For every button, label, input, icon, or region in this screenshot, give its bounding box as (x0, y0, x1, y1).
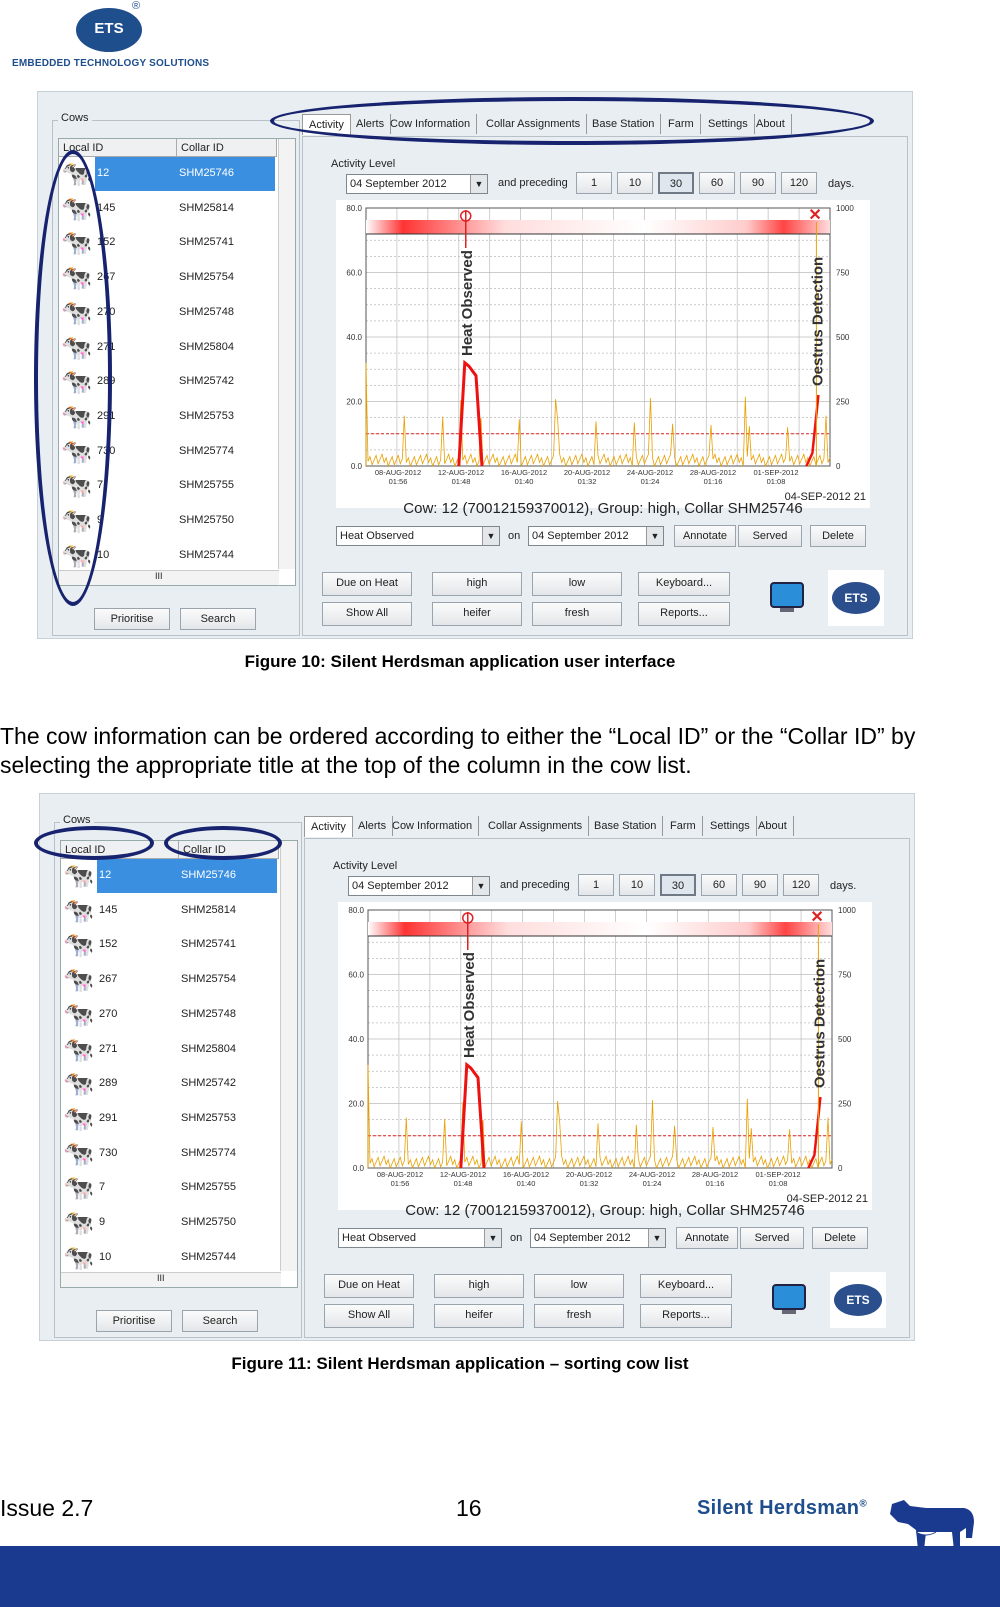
cow-list-row[interactable] (61, 1067, 277, 1101)
y-tick-left: 80.0 (348, 906, 364, 915)
col-header-local-id[interactable]: Local ID (59, 139, 177, 157)
cow-list-row[interactable] (61, 928, 277, 962)
cow-list-row[interactable] (61, 894, 277, 928)
cow-collar-id: SHM25741 (179, 236, 235, 249)
cow-collar-id: SHM25744 (179, 548, 235, 561)
monitor-stand (780, 608, 794, 612)
filter-due-on-heat-button[interactable]: Due on Heat (322, 572, 412, 596)
cow-local-id: 152 (99, 938, 118, 951)
app-screenshot-figure-11 (39, 793, 915, 1341)
x-tick-time: 01:32 (577, 477, 597, 486)
cow-local-id: 152 (97, 236, 116, 249)
days-60-button[interactable]: 60 (699, 172, 735, 194)
days-label: days. (828, 178, 855, 190)
ets-logo (8, 0, 210, 72)
filter-low-button[interactable]: low (534, 1274, 624, 1298)
x-tick-time: 01:24 (642, 1179, 662, 1188)
heat-observed-label: Heat Observed (458, 250, 476, 356)
cow-status-icon: 🐄 (61, 160, 93, 188)
heat-band (368, 922, 832, 936)
filter-fresh-button[interactable]: fresh (532, 602, 622, 626)
x-tick-date: 16-AUG-2012 (502, 1170, 550, 1179)
filter-high-button[interactable]: high (432, 572, 522, 596)
cow-status-icon: 🐄 (61, 298, 93, 327)
vertical-scrollbar[interactable] (280, 841, 297, 1271)
monitor-screen (771, 583, 803, 607)
cow-collar-id: SHM25754 (179, 271, 235, 284)
on-label: on (510, 1232, 523, 1244)
cow-collar-id: SHM25774 (181, 1146, 237, 1159)
cow-collar-id: SHM25741 (181, 938, 237, 951)
x-tick-date: 28-AUG-2012 (691, 1170, 739, 1179)
prioritise-button[interactable]: Prioritise (94, 608, 170, 630)
ets-logo-text: ETS (94, 20, 124, 37)
cow-list-row[interactable] (61, 1206, 277, 1240)
cow-collar-id: SHM25755 (179, 479, 235, 492)
cow-list-row[interactable] (61, 1241, 277, 1275)
cow-status-icon: 🐄 (63, 966, 95, 995)
days-30-button[interactable]: 30 (660, 874, 696, 896)
cow-list-row[interactable] (61, 963, 277, 997)
cow-collar-id: SHM25814 (179, 201, 235, 214)
filter-fresh-button[interactable]: fresh (534, 1304, 624, 1328)
oestrus-detection-label: Oestrus Detection (809, 256, 827, 386)
chevron-down-icon: ▼ (484, 1229, 501, 1247)
oestrus-detection-label: Oestrus Detection (811, 958, 829, 1088)
days-90-button[interactable]: 90 (742, 874, 778, 896)
event-date-select[interactable] (530, 1228, 666, 1248)
annotate-button[interactable]: Annotate (676, 1227, 738, 1249)
search-button[interactable]: Search (182, 1310, 258, 1332)
y-tick-left: 0.0 (350, 462, 362, 471)
event-date-value: 04 September 2012 (532, 530, 629, 542)
x-tick-date: 12-AUG-2012 (439, 1170, 487, 1179)
filter-high-button[interactable]: high (434, 1274, 524, 1298)
cow-collar-id: SHM25750 (179, 514, 235, 526)
chart-cow-title: Cow: 12 (70012159370012), Group: high, Collar SHM25746 (405, 1202, 805, 1219)
chevron-down-icon: ▼ (472, 877, 489, 895)
heat-observed-label: Heat Observed (460, 952, 478, 1058)
cow-list (60, 840, 298, 1288)
brand-reg-mark: ® (859, 1498, 867, 1510)
scrollbar-grip: III (155, 571, 163, 581)
tab-activity[interactable]: Activity (304, 816, 353, 837)
filter-show-all-button[interactable]: Show All (322, 602, 412, 626)
days-90-button[interactable]: 90 (740, 172, 776, 194)
and-preceding-label: and preceding (498, 177, 568, 189)
y-tick-right: 250 (838, 1099, 852, 1109)
cow-list-row[interactable] (61, 1102, 277, 1136)
chevron-down-icon: ▼ (470, 175, 487, 193)
x-tick-time: 01:16 (703, 477, 723, 486)
y-tick-right: 0 (836, 462, 841, 471)
y-tick-right: 750 (838, 970, 852, 980)
cow-collar-id: SHM25744 (181, 1250, 237, 1263)
cow-list-row[interactable] (61, 998, 277, 1032)
ets-small-logo-oval: ETS (832, 582, 880, 614)
cow-local-id: 270 (99, 1007, 118, 1020)
cow-status-icon: 🐄 (61, 541, 93, 570)
filter-show-all-button[interactable]: Show All (324, 1304, 414, 1328)
x-tick-time: 01:16 (705, 1179, 725, 1188)
cow-local-id: 9 (99, 1216, 106, 1228)
cow-local-id: 145 (97, 201, 116, 214)
days-1-button[interactable]: 1 (576, 172, 612, 194)
cow-local-id: 10 (99, 1250, 112, 1263)
tab-about[interactable]: About (750, 114, 792, 134)
ets-logo-subtitle: EMBEDDED TECHNOLOGY SOLUTIONS (12, 58, 210, 69)
tab-collar-assignments[interactable]: Collar Assignments (482, 816, 589, 836)
cow-list-row[interactable] (61, 859, 277, 893)
cow-icons-highlight-oval (34, 150, 112, 606)
oestrus-marker-icon: ✕ (810, 909, 824, 926)
chart-end-label: 04-SEP-2012 21 (786, 1193, 868, 1205)
cow-local-id: 145 (99, 903, 118, 916)
cow-local-id: 10 (97, 548, 110, 561)
cow-collar-id: SHM25804 (179, 340, 235, 353)
cow-status-icon: 🐄 (63, 1000, 95, 1029)
tab-collar-assignments[interactable]: Collar Assignments (480, 114, 587, 134)
cow-collar-id: SHM25755 (181, 1181, 237, 1194)
app-screenshot-figure-10 (37, 91, 913, 639)
cow-local-id: 271 (99, 1042, 118, 1055)
brand-name: Silent Herdsman (697, 1497, 860, 1519)
oestrus-marker-icon: ✕ (808, 207, 822, 224)
tab-cow-information[interactable]: Cow Information (386, 816, 479, 836)
days-10-button[interactable]: 10 (619, 874, 655, 896)
x-tick-date: 24-AUG-2012 (626, 468, 674, 477)
y-tick-right: 750 (836, 268, 850, 278)
x-tick-time: 01:48 (453, 1179, 473, 1188)
cow-status-icon: 🐄 (61, 402, 93, 431)
cow-local-id: 271 (97, 340, 116, 353)
ets-logo-oval (76, 8, 142, 52)
cow-status-icon: 🐄 (63, 1139, 95, 1168)
chevron-down-icon: ▼ (646, 527, 663, 545)
tab-settings[interactable]: Settings (704, 816, 757, 836)
x-tick-time: 01:24 (640, 477, 660, 486)
filter-reports-button[interactable]: Reports... (640, 1304, 732, 1328)
cow-local-id: 7 (97, 479, 104, 492)
registered-mark: ® (132, 0, 141, 12)
cow-status-icon: 🐄 (63, 1243, 95, 1272)
cow-status-icon: 🐄 (63, 931, 95, 960)
filter-reports-button[interactable]: Reports... (638, 602, 730, 626)
ets-small-logo (830, 1272, 886, 1328)
event-date-select[interactable] (528, 526, 664, 546)
cow-status-icon: 🐄 (61, 368, 93, 397)
monitor-screen (773, 1285, 805, 1309)
days-30-button[interactable]: 30 (658, 172, 694, 194)
event-date-value: 04 September 2012 (534, 1232, 631, 1244)
cow-collar-id: SHM25748 (181, 1007, 237, 1020)
y-tick-left: 60.0 (348, 970, 364, 980)
cow-collar-id: SHM25754 (181, 973, 237, 986)
figure-10-caption: Figure 10: Silent Herdsman application user interface (244, 652, 676, 671)
cow-collar-id: SHM25750 (181, 1216, 237, 1228)
days-120-button[interactable]: 120 (783, 874, 819, 896)
cow-local-id: 289 (97, 375, 116, 388)
activity-chart (338, 902, 872, 1210)
chart-cow-title: Cow: 12 (70012159370012), Group: high, Collar SHM25746 (403, 500, 803, 517)
delete-button[interactable]: Delete (812, 1227, 868, 1249)
cows-label: Cows (60, 814, 94, 826)
cow-status-icon: 🐄 (63, 896, 95, 925)
tabs-highlight-oval (270, 97, 874, 145)
annotate-button[interactable]: Annotate (674, 525, 736, 547)
cow-status-icon: 🐄 (63, 1174, 95, 1203)
tab-activity[interactable]: Activity (302, 114, 351, 135)
chevron-down-icon: ▼ (648, 1229, 665, 1247)
ets-small-logo-oval: ETS (834, 1284, 882, 1316)
cow-status-icon: 🐄 (61, 333, 93, 362)
ets-small-logo (828, 570, 884, 626)
x-tick-date: 08-AUG-2012 (374, 468, 422, 477)
search-button[interactable]: Search (180, 608, 256, 630)
x-tick-time: 01:08 (766, 477, 786, 486)
cow-collar-id: SHM25742 (179, 375, 235, 388)
x-tick-time: 01:56 (390, 1179, 410, 1188)
cow-collar-id: SHM25753 (179, 409, 235, 422)
col-header-collar-id[interactable]: Collar ID (177, 139, 277, 157)
activity-date-select[interactable] (346, 174, 488, 194)
cow-status-icon: 🐄 (61, 437, 93, 466)
cow-list-row[interactable] (61, 1171, 277, 1205)
event-type-value: Heat Observed (340, 530, 414, 542)
y-tick-right: 1000 (836, 204, 854, 213)
filter-low-button[interactable]: low (532, 572, 622, 596)
cow-local-id: 291 (97, 409, 116, 422)
x-tick-date: 20-AUG-2012 (565, 1170, 613, 1179)
figure-11-caption: Figure 11: Silent Herdsman application – sorting cow list (231, 1354, 689, 1373)
heat-band (366, 220, 830, 234)
footer-bar (0, 1546, 1000, 1607)
filter-heifer-button[interactable]: heifer (434, 1304, 524, 1328)
cow-collar-id: SHM25804 (181, 1042, 237, 1055)
days-label: days. (830, 880, 857, 892)
x-tick-date: 01-SEP-2012 (755, 1170, 801, 1179)
cow-local-id: 291 (99, 1111, 118, 1124)
y-tick-right: 0 (838, 1164, 843, 1173)
filter-keyboard-button[interactable]: Keyboard... (638, 572, 730, 596)
delete-button[interactable]: Delete (810, 525, 866, 547)
cow-local-id: 730 (99, 1146, 118, 1159)
activity-date-value: 04 September 2012 (352, 880, 449, 892)
x-tick-date: 12-AUG-2012 (437, 468, 485, 477)
cow-status-icon: 🐄 (61, 264, 93, 293)
cow-status-icon: 🐄 (63, 1104, 95, 1133)
on-label: on (508, 530, 521, 542)
activity-level-label: Activity Level (330, 860, 400, 872)
cow-status-icon: 🐄 (63, 1035, 95, 1064)
page-number: 16 (456, 1495, 482, 1521)
cow-collar-id: SHM25753 (181, 1111, 237, 1124)
x-tick-date: 01-SEP-2012 (753, 468, 799, 477)
cow-status-icon: 🐄 (63, 1070, 95, 1099)
vertical-scrollbar[interactable] (278, 139, 295, 569)
x-tick-time: 01:56 (388, 477, 408, 486)
cow-local-id: 267 (99, 973, 118, 986)
cow-local-id: 9 (97, 514, 104, 526)
cow-local-id: 7 (99, 1181, 106, 1194)
prioritise-button[interactable]: Prioritise (96, 1310, 172, 1332)
y-tick-left: 60.0 (346, 268, 362, 278)
cow-local-id: 12 (99, 869, 112, 881)
chevron-down-icon: ▼ (482, 527, 499, 545)
activity-date-value: 04 September 2012 (350, 178, 447, 190)
cow-local-id: 267 (97, 271, 116, 284)
y-tick-right: 1000 (838, 906, 856, 915)
y-tick-left: 40.0 (348, 1035, 364, 1044)
y-tick-left: 20.0 (346, 397, 362, 407)
served-button[interactable]: Served (738, 525, 802, 547)
served-button[interactable]: Served (740, 1227, 804, 1249)
cow-status-icon: 🐄 (61, 507, 93, 535)
filter-heifer-button[interactable]: heifer (432, 602, 522, 626)
x-tick-time: 01:40 (514, 477, 534, 486)
activity-level-label: Activity Level (328, 158, 398, 170)
cow-status-icon: 🐄 (63, 1209, 95, 1237)
local-id-highlight-oval (34, 826, 154, 860)
activity-chart (336, 200, 870, 508)
tab-about[interactable]: About (752, 816, 794, 836)
y-tick-left: 20.0 (348, 1099, 364, 1109)
monitor-icon[interactable] (770, 1282, 808, 1316)
days-60-button[interactable]: 60 (701, 874, 737, 896)
cow-local-id: 12 (97, 167, 110, 179)
cow-collar-id: SHM25742 (181, 1077, 237, 1090)
cow-local-id: 270 (97, 305, 116, 318)
cow-silhouette-icon (886, 1492, 978, 1554)
event-type-select[interactable] (336, 526, 500, 546)
y-tick-right: 500 (838, 1035, 852, 1044)
y-tick-left: 40.0 (346, 333, 362, 342)
cow-collar-id: SHM25746 (181, 869, 237, 881)
cow-status-icon: 🐄 (61, 472, 93, 501)
y-tick-right: 250 (836, 397, 850, 407)
x-tick-date: 28-AUG-2012 (689, 468, 737, 477)
x-tick-date: 08-AUG-2012 (376, 1170, 424, 1179)
and-preceding-label: and preceding (500, 879, 570, 891)
tab-alerts[interactable]: Alerts (352, 816, 393, 836)
chart-end-label: 04-SEP-2012 21 (784, 491, 866, 503)
cows-label: Cows (58, 112, 92, 124)
tab-base-station[interactable]: Base Station (586, 114, 661, 134)
silent-herdsman-brand (697, 1497, 867, 1520)
x-tick-time: 01:48 (451, 477, 471, 486)
activity-series (368, 1065, 832, 1168)
tab-farm[interactable]: Farm (664, 816, 703, 836)
cow-status-icon: 🐄 (63, 862, 95, 890)
y-tick-right: 500 (836, 333, 850, 342)
days-1-button[interactable]: 1 (578, 874, 614, 896)
event-type-select[interactable] (338, 1228, 502, 1248)
cow-collar-id: SHM25774 (179, 444, 235, 457)
col-header-collar-id[interactable]: Collar ID (179, 841, 279, 859)
cow-collar-id: SHM25748 (179, 305, 235, 318)
horizontal-scrollbar[interactable] (61, 1272, 281, 1287)
collar-id-highlight-oval (164, 826, 282, 860)
days-120-button[interactable]: 120 (781, 172, 817, 194)
cow-collar-id: SHM25814 (181, 903, 237, 916)
x-tick-date: 20-AUG-2012 (563, 468, 611, 477)
x-tick-time: 01:08 (768, 1179, 788, 1188)
x-tick-time: 01:40 (516, 1179, 536, 1188)
y-tick-left: 0.0 (352, 1164, 364, 1173)
activity-series (366, 363, 830, 466)
filter-keyboard-button[interactable]: Keyboard... (640, 1274, 732, 1298)
x-tick-date: 24-AUG-2012 (628, 1170, 676, 1179)
tab-settings[interactable]: Settings (702, 114, 755, 134)
cow-local-id: 289 (99, 1077, 118, 1090)
days-10-button[interactable]: 10 (617, 172, 653, 194)
col-header-local-id[interactable]: Local ID (61, 841, 179, 859)
cow-list-row[interactable] (61, 1137, 277, 1171)
monitor-stand (782, 1310, 796, 1314)
cow-status-icon: 🐄 (61, 229, 93, 258)
tab-farm[interactable]: Farm (662, 114, 701, 134)
scrollbar-grip: III (157, 1273, 165, 1283)
tab-alerts[interactable]: Alerts (350, 114, 391, 134)
monitor-icon[interactable] (768, 580, 806, 614)
issue-number: Issue 2.7 (0, 1495, 94, 1521)
filter-due-on-heat-button[interactable]: Due on Heat (324, 1274, 414, 1298)
y-tick-left: 80.0 (346, 204, 362, 213)
cow-status-icon: 🐄 (61, 194, 93, 223)
cow-collar-id: SHM25746 (179, 167, 235, 179)
tab-cow-information[interactable]: Cow Information (384, 114, 477, 134)
tab-base-station[interactable]: Base Station (588, 816, 663, 836)
body-paragraph: The cow information can be ordered according to either the “Local ID” or the “Collar ID” by selecting the appropriate title at the top of the column in the cow list. (0, 723, 916, 778)
cow-local-id: 730 (97, 444, 116, 457)
x-tick-time: 01:32 (579, 1179, 599, 1188)
event-type-value: Heat Observed (342, 1232, 416, 1244)
cow-list-row[interactable] (61, 1033, 277, 1067)
x-tick-date: 16-AUG-2012 (500, 468, 548, 477)
activity-date-select[interactable] (348, 876, 490, 896)
